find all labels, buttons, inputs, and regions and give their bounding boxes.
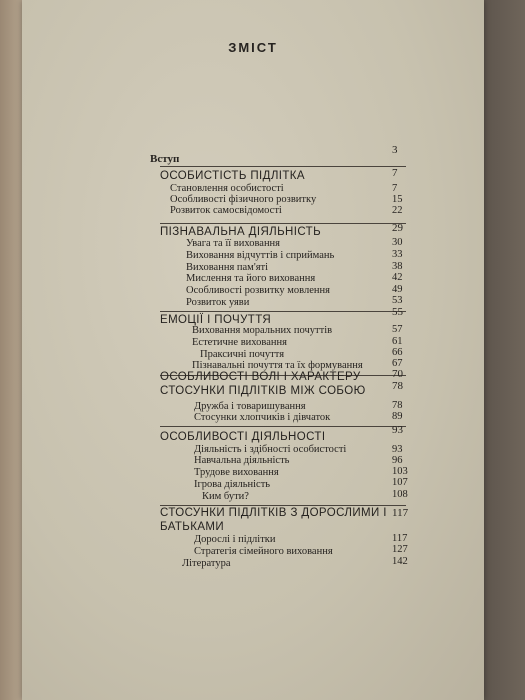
toc-item-page: 78 [392, 400, 403, 411]
toc-item-label: Розвиток уяви [186, 297, 250, 308]
section-title: СТОСУНКИ ПІДЛІТКІВ З ДОРОСЛИМИ І БАТЬКАМИ [160, 507, 387, 533]
toc-item-page: 93 [392, 444, 403, 455]
toc-item-page: 67 [392, 358, 403, 369]
section-page: 29 [392, 222, 403, 234]
toc-literature-page: 142 [392, 556, 408, 567]
toc-item-label: Діяльність і здібності особистості [194, 444, 347, 455]
toc-item-label: Виховання відчуттів і сприймань [186, 250, 335, 261]
section-page: 78 [392, 380, 403, 392]
toc-item-page: 66 [392, 347, 403, 358]
toc-item-label: Увага та її виховання [186, 238, 281, 249]
toc-item-label: Пізнавальні почуття та їх формування [192, 360, 363, 371]
section-title: ОСОБИСТІСТЬ ПІДЛІТКА [160, 170, 305, 182]
section-title: СТОСУНКИ ПІДЛІТКІВ МІЖ СОБОЮ [160, 385, 366, 397]
section-title: ОСОБЛИВОСТІ ВОЛІ І ХАРАКТЕРУ [160, 371, 361, 383]
toc-item-page: 38 [392, 261, 403, 272]
section-page: 70 [392, 368, 403, 380]
section-page: 93 [392, 424, 403, 436]
section-page: 55 [392, 306, 403, 318]
toc-item-page: 33 [392, 249, 403, 260]
page-title: ЗМІСТ [228, 40, 278, 55]
toc-item-label: Ким бути? [202, 491, 249, 502]
section-title: ОСОБЛИВОСТІ ДІЯЛЬНОСТІ [160, 431, 326, 443]
toc-item-page: 57 [392, 324, 403, 335]
toc-item-label: Естетичне виховання [192, 337, 287, 348]
toc-item-page: 7 [392, 183, 398, 194]
toc-item-page: 61 [392, 336, 403, 347]
section-rule [160, 426, 406, 427]
toc-item-page: 127 [392, 544, 408, 555]
section-rule [160, 166, 406, 167]
toc-item-label: Мислення та його виховання [186, 273, 316, 284]
toc-item-label: Особливості фізичного розвитку [170, 194, 317, 205]
toc-item-label: Навчальна діяльність [194, 455, 290, 466]
toc-intro-label: Вступ [150, 153, 180, 165]
toc-item-page: 107 [392, 477, 408, 488]
toc-item-label: Стосунки хлопчиків і дівчаток [194, 412, 331, 423]
toc-item-label: Становлення особистості [170, 183, 284, 194]
toc-item-page: 103 [392, 466, 408, 477]
toc-item-label: Дорослі і підлітки [194, 534, 276, 545]
book-page [22, 0, 484, 700]
toc-item-page: 108 [392, 489, 408, 500]
section-rule [160, 223, 406, 224]
toc-literature-label: Література [182, 558, 231, 569]
toc-intro-page: 3 [392, 144, 398, 156]
toc-item-page: 15 [392, 194, 403, 205]
section-rule [160, 311, 406, 312]
toc-item-page: 53 [392, 295, 403, 306]
toc-item-label: Трудове виховання [194, 467, 279, 478]
toc-item-page: 117 [392, 533, 408, 544]
section-title: ЕМОЦІЇ І ПОЧУТТЯ [160, 314, 272, 326]
section-title: ПІЗНАВАЛЬНА ДІЯЛЬНІСТЬ [160, 226, 322, 238]
toc-item-page: 49 [392, 284, 403, 295]
section-page: 7 [392, 167, 398, 179]
toc-item-page: 89 [392, 411, 403, 422]
toc-item-page: 42 [392, 272, 403, 283]
toc-item-label: Виховання моральних почуттів [192, 325, 333, 336]
toc-item-label: Особливості розвитку мовлення [186, 285, 330, 296]
toc-item-page: 96 [392, 455, 403, 466]
section-page: 117 [392, 507, 409, 519]
toc-item-label: Ігрова діяльність [194, 479, 271, 490]
toc-item-page: 22 [392, 205, 403, 216]
toc-item-label: Виховання пам'яті [186, 262, 269, 273]
toc-item-label: Дружба і товаришування [194, 401, 306, 412]
toc-item-label: Праксичні почуття [200, 349, 285, 360]
toc-item-label: Стратегія сімейного виховання [194, 546, 333, 557]
toc-item-page: 30 [392, 237, 403, 248]
toc-item-label: Розвиток самосвідомості [170, 205, 282, 216]
